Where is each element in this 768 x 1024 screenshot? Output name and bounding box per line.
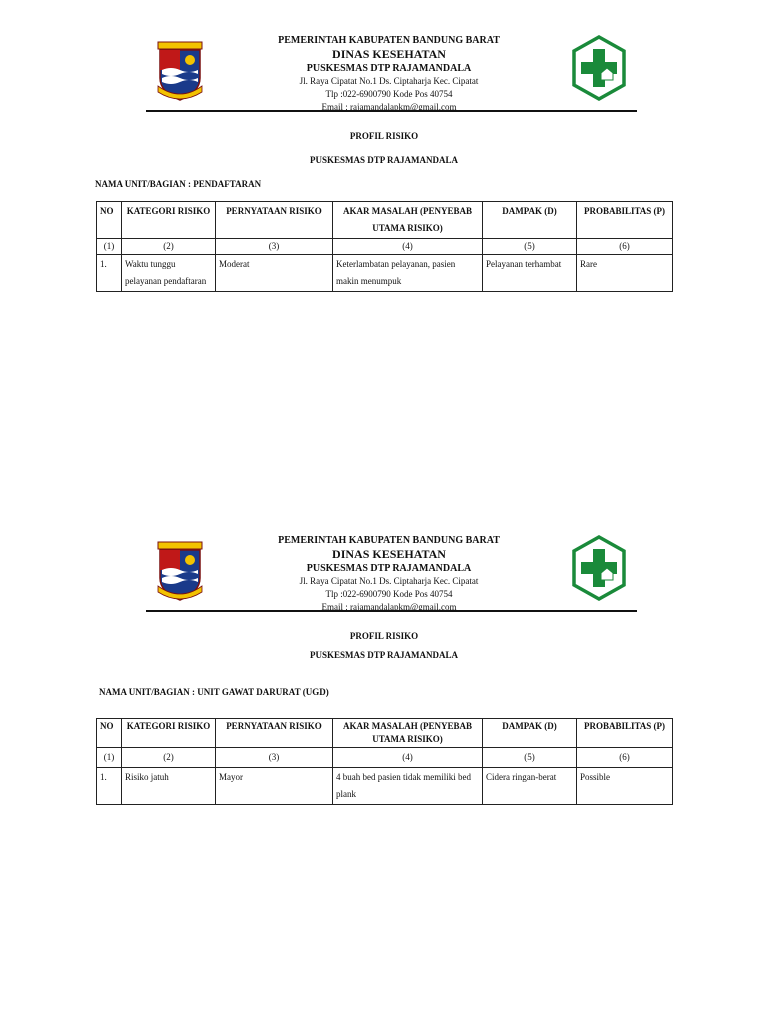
column-number: (1) — [97, 748, 122, 768]
header-government: PEMERINTAH KABUPATEN BANDUNG BARAT — [278, 35, 500, 46]
column-header: PROBABILITAS (P) — [577, 202, 673, 239]
cell-statement: Mayor — [216, 768, 333, 805]
risk-table — [96, 718, 673, 805]
column-number-row — [97, 239, 673, 255]
column-number: (4) — [333, 239, 483, 255]
column-number: (1) — [97, 239, 122, 255]
column-header: AKAR MASALAH (PENYEBAB UTAMA RISIKO) — [333, 202, 483, 239]
header-phone: Tlp :022-6900790 Kode Pos 40754 — [325, 589, 453, 599]
letterhead-divider — [146, 110, 637, 112]
column-number: (6) — [577, 239, 673, 255]
column-number-row — [97, 748, 673, 768]
cell-category: Waktu tunggu pelayanan pendaftaran — [122, 255, 216, 292]
document-title: PROFIL RISIKO — [349, 131, 419, 141]
document-subtitle: PUSKESMAS DTP RAJAMANDALA — [309, 650, 458, 660]
letterhead-divider — [146, 610, 637, 612]
column-number: (6) — [577, 748, 673, 768]
cell-probability: Rare — [577, 255, 673, 292]
column-header: DAMPAK (D) — [483, 202, 577, 239]
column-header: PERNYATAAN RISIKO — [216, 202, 333, 239]
column-number: (2) — [122, 748, 216, 768]
column-number: (5) — [483, 748, 577, 768]
column-header: DAMPAK (D) — [483, 719, 577, 748]
header-address: Jl. Raya Cipatat No.1 Ds. Ciptaharja Kec. Cipatat — [299, 76, 479, 86]
column-header: KATEGORI RISIKO — [122, 202, 216, 239]
letterhead — [230, 34, 548, 114]
header-department: DINAS KESEHATAN — [332, 47, 446, 61]
puskesmas-cross-logo — [571, 35, 627, 101]
cell-category: Risiko jatuh — [122, 768, 216, 805]
header-phone: Tlp :022-6900790 Kode Pos 40754 — [325, 89, 453, 99]
risk-table — [96, 201, 673, 292]
header-email: Email : rajamandalapkm@gmail.com — [321, 102, 457, 112]
column-header: NO — [97, 719, 122, 748]
header-email: Email : rajamandalapkm@gmail.com — [321, 602, 457, 612]
column-number: (5) — [483, 239, 577, 255]
cell-root-cause: Keterlambatan pelayanan, pasien makin menumpuk — [333, 255, 483, 292]
cell-impact: Pelayanan terhambat — [483, 255, 577, 292]
cell-no: 1. — [97, 255, 122, 292]
column-header: PROBABILITAS (P) — [577, 719, 673, 748]
kabupaten-crest-logo — [156, 540, 204, 602]
column-number: (3) — [216, 239, 333, 255]
letterhead — [230, 534, 548, 614]
document-subtitle: PUSKESMAS DTP RAJAMANDALA — [309, 155, 458, 165]
table-row — [97, 255, 673, 292]
column-number: (4) — [333, 748, 483, 768]
header-department: DINAS KESEHATAN — [332, 547, 446, 561]
cell-no: 1. — [97, 768, 122, 805]
table-row — [97, 768, 673, 805]
column-number: (2) — [122, 239, 216, 255]
header-government: PEMERINTAH KABUPATEN BANDUNG BARAT — [278, 535, 500, 546]
table-header-row — [97, 719, 673, 748]
cell-impact: Cidera ringan-berat — [483, 768, 577, 805]
column-header: AKAR MASALAH (PENYEBAB UTAMA RISIKO) — [333, 719, 483, 748]
cell-probability: Possible — [577, 768, 673, 805]
unit-label: NAMA UNIT/BAGIAN : UNIT GAWAT DARURAT (UGD) — [99, 687, 329, 697]
cell-root-cause: 4 buah bed pasien tidak memiliki bed plank — [333, 768, 483, 805]
table-header-row — [97, 202, 673, 239]
column-header: KATEGORI RISIKO — [122, 719, 216, 748]
column-header: NO — [97, 202, 122, 239]
header-institution: PUSKESMAS DTP RAJAMANDALA — [306, 63, 472, 74]
cell-statement: Moderat — [216, 255, 333, 292]
kabupaten-crest-logo — [156, 40, 204, 102]
column-number: (3) — [216, 748, 333, 768]
document-title: PROFIL RISIKO — [349, 631, 419, 641]
header-institution: PUSKESMAS DTP RAJAMANDALA — [306, 563, 472, 574]
column-header: PERNYATAAN RISIKO — [216, 719, 333, 748]
puskesmas-cross-logo — [571, 535, 627, 601]
header-address: Jl. Raya Cipatat No.1 Ds. Ciptaharja Kec. Cipatat — [299, 576, 479, 586]
unit-label: NAMA UNIT/BAGIAN : PENDAFTARAN — [95, 179, 262, 189]
